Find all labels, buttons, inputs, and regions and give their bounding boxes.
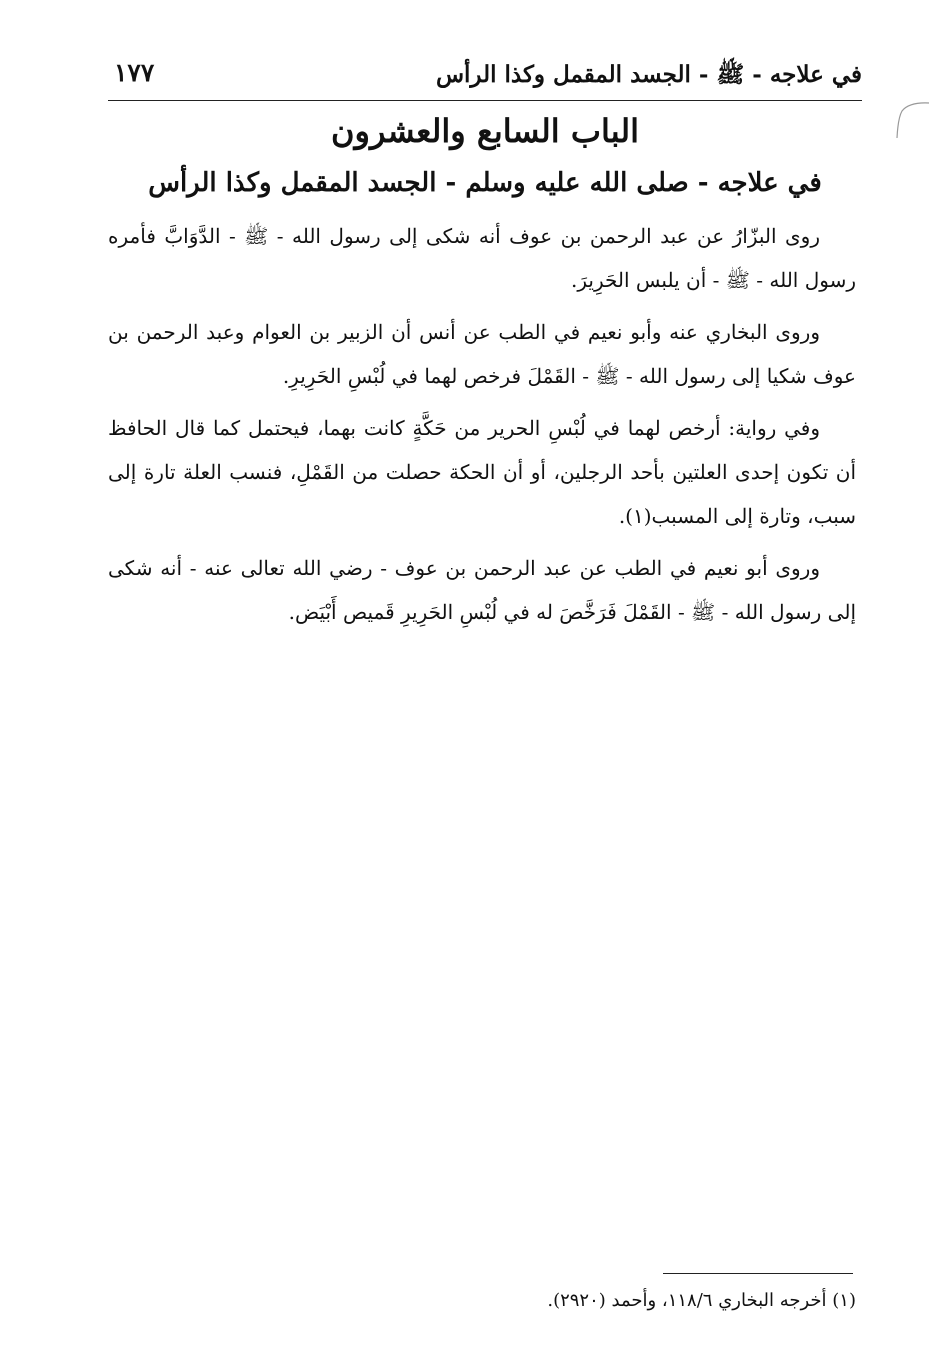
paragraph: روى البزّارُ عن عبد الرحمن بن عوف أنه شكى إلى رسول الله - ﷺ - الدَّوَابَّ فأمره رسول الله - ﷺ - أن يلبس الحَرِيرَ. — [108, 224, 856, 292]
chapter-title: الباب السابع والعشرون — [330, 112, 639, 150]
footnote: (١) أخرجه البخاري ١١٨/٦، وأحمد (٢٩٢٠). — [547, 1290, 856, 1311]
paragraph: وفي رواية: أرخص لهما في لُبْسِ الحرير من حَكَّةٍ كانت بهما، فيحتمل كما قال الحافظ أن تكون إحدى العلتين بأحد الرجلين، أو أن الحكة حصلت من القَمْلِ، فنسب العلة تارة إلى سبب، وتارة إلى المسبب(١). — [108, 416, 856, 528]
scan-corner-mark — [895, 100, 931, 140]
body-text — [108, 214, 856, 642]
running-header — [108, 54, 862, 101]
footnote-divider — [663, 1273, 853, 1274]
running-title: في علاجه - ﷺ - الجسد المقمل وكذا الرأس — [435, 61, 862, 88]
chapter-subtitle: في علاجه - صلى الله عليه وسلم - الجسد المقمل وكذا الرأس — [148, 168, 822, 198]
paragraph: وروى أبو نعيم في الطب عن عبد الرحمن بن عوف - رضي الله تعالى عنه - أنه شكى إلى رسول الله - ﷺ - القَمْلَ فَرَخَّصَ له في لُبْسِ الحَرِيرِ قَميص أَبْيَض. — [108, 556, 856, 624]
paragraph: وروى البخاري عنه وأبو نعيم في الطب عن أنس أن الزبير بن العوام وعبد الرحمن بن عوف شكيا إلى رسول الله - ﷺ - القَمْلَ فرخص لهما في لُبْسِ الحَرِيرِ. — [108, 320, 856, 388]
page-number: ١٧٧ — [114, 58, 155, 87]
